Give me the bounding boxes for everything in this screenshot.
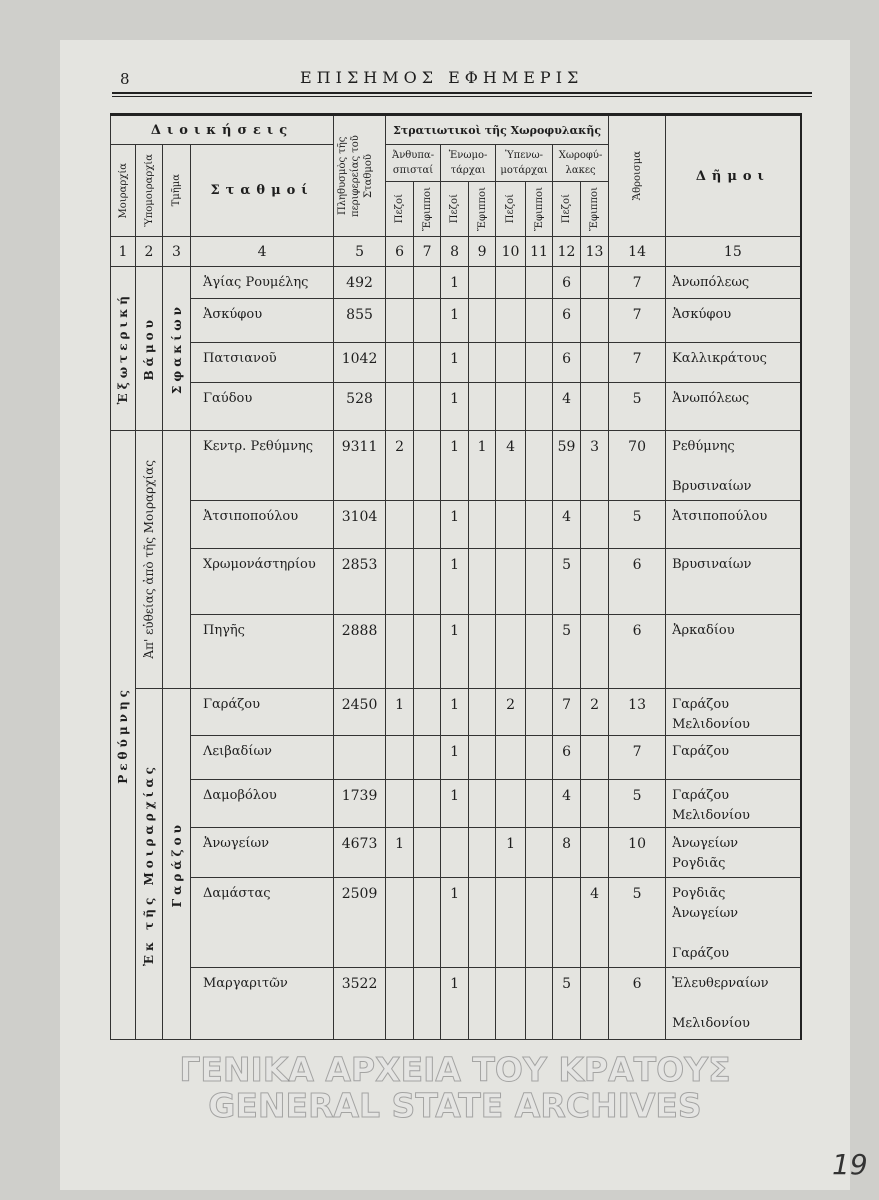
count-cell: 1: [441, 736, 469, 780]
count-cell: [526, 615, 553, 689]
dimos-name: Γαράζου: [672, 788, 730, 803]
count-cell: [414, 878, 441, 968]
header-efippoi: [526, 182, 553, 237]
count-cell: 6: [553, 267, 581, 299]
count-cell: 5: [553, 549, 581, 615]
count-cell: [469, 501, 496, 549]
column-number: 13: [581, 237, 609, 267]
station-name: Ἀτσιποπούλου: [191, 501, 334, 549]
total-cell: 7: [609, 267, 666, 299]
column-number: 4: [191, 237, 334, 267]
count-cell: [526, 689, 553, 736]
dimos-name: Ρογδιᾶς: [672, 886, 726, 901]
count-cell: [526, 828, 553, 878]
count-cell: [496, 615, 526, 689]
table-row: [111, 615, 801, 689]
count-cell: 1: [441, 689, 469, 736]
count-cell: [469, 878, 496, 968]
total-cell: 5: [609, 501, 666, 549]
count-cell: [386, 383, 414, 431]
count-cell: [526, 549, 553, 615]
count-cell: [581, 736, 609, 780]
group-tmima: [163, 689, 191, 1040]
count-cell: 1: [441, 343, 469, 383]
count-cell: [469, 615, 496, 689]
count-cell: [414, 267, 441, 299]
dimoi-cell: [666, 780, 801, 828]
dimos-name: [672, 994, 800, 1014]
handwritten-number: 19: [832, 1148, 868, 1181]
count-cell: [469, 780, 496, 828]
station-name: Μαργαριτῶν: [191, 968, 334, 1040]
header-pezoi: [553, 182, 581, 237]
station-name: Λειβαδίων: [191, 736, 334, 780]
count-cell: [581, 501, 609, 549]
header-tmima-label: Τμῆμα: [171, 174, 182, 207]
header-efippoi: [469, 182, 496, 237]
count-cell: 1: [441, 299, 469, 343]
table-row: [111, 968, 801, 1040]
dimos-name: Ρογδιᾶς: [672, 856, 726, 871]
header-tmima: [163, 145, 191, 237]
count-cell: 3: [581, 431, 609, 501]
dimos-name: Ρεθύμνης: [672, 439, 735, 454]
population-cell: 2450: [334, 689, 386, 736]
count-cell: 1: [441, 780, 469, 828]
count-cell: [469, 383, 496, 431]
header-stathmoi: Σταθμοί: [191, 145, 334, 237]
count-cell: [496, 343, 526, 383]
count-cell: [386, 736, 414, 780]
dimoi-cell: [666, 431, 801, 501]
total-cell: 7: [609, 299, 666, 343]
header-ypomoirarchia-label: Ὑπομοιραρχία: [143, 154, 155, 227]
column-number: 15: [666, 237, 801, 267]
dimos-name: Μελιδονίου: [672, 1016, 750, 1031]
header-pezoi: [441, 182, 469, 237]
group-ypomoirarchia-label: Βάμου: [142, 316, 156, 381]
column-number: 5: [334, 237, 386, 267]
group-tmima-label: Γαράζου: [169, 820, 184, 908]
header-dioikiseis: Διοικήσεις: [111, 115, 334, 145]
dimoi-cell: [666, 501, 801, 549]
header-efippoi-label: Ἔφιπποι: [476, 186, 488, 232]
dimos-name: [672, 924, 800, 944]
dimos-name: Ἀνωγείων: [672, 836, 739, 851]
population-cell: 1042: [334, 343, 386, 383]
dimos-name: Ἀνωπόλεως: [672, 275, 750, 290]
count-cell: 1: [496, 828, 526, 878]
gendarmerie-stations-table: [110, 113, 802, 1040]
group-ypomoirarchia: [136, 689, 163, 1040]
count-cell: [469, 267, 496, 299]
count-cell: 4: [553, 780, 581, 828]
count-cell: [386, 878, 414, 968]
population-cell: 9311: [334, 431, 386, 501]
count-cell: [581, 299, 609, 343]
table-row: [111, 828, 801, 878]
count-cell: 6: [553, 736, 581, 780]
count-cell: [386, 615, 414, 689]
count-cell: 5: [553, 968, 581, 1040]
count-cell: [496, 549, 526, 615]
station-name: Ἀνωγείων: [191, 828, 334, 878]
header-efippoi: [581, 182, 609, 237]
header-group-ypenomotarchai: Ὑπενω-μοτάρχαι: [496, 145, 553, 182]
header-efippoi: [414, 182, 441, 237]
dimos-name: Μελιδονίου: [672, 808, 750, 823]
count-cell: [414, 828, 441, 878]
count-cell: 1: [441, 431, 469, 501]
group-moirarchia-label: Ἐξωτερική: [116, 292, 130, 405]
station-name: Ἁγίας Ρουμέλης: [191, 267, 334, 299]
count-cell: [414, 968, 441, 1040]
count-cell: [496, 383, 526, 431]
count-cell: 4: [581, 878, 609, 968]
dimos-name: Ἀρκαδίου: [672, 623, 735, 638]
total-cell: 6: [609, 549, 666, 615]
count-cell: [581, 343, 609, 383]
header-moirarchia-label: Μοιραρχία: [117, 162, 129, 219]
total-cell: 7: [609, 736, 666, 780]
dimoi-cell: [666, 549, 801, 615]
count-cell: [496, 736, 526, 780]
dimos-name: Ἀνωπόλεως: [672, 391, 750, 406]
station-name: Ἀσκύφου: [191, 299, 334, 343]
header-group-chorofylakes: Χωροφύ-λακες: [553, 145, 609, 182]
count-cell: [496, 878, 526, 968]
count-cell: 2: [386, 431, 414, 501]
column-number: 2: [136, 237, 163, 267]
group-moirarchia: [111, 431, 136, 1040]
dimoi-cell: [666, 878, 801, 968]
count-cell: [469, 549, 496, 615]
population-cell: 2888: [334, 615, 386, 689]
group-ypomoirarchia: [136, 267, 163, 431]
count-cell: [386, 501, 414, 549]
total-cell: 5: [609, 780, 666, 828]
column-number: 9: [469, 237, 496, 267]
dimoi-cell: [666, 343, 801, 383]
count-cell: 1: [469, 431, 496, 501]
group-tmima: [163, 267, 191, 431]
group-moirarchia-label: Ρεθύμνης: [116, 686, 130, 784]
count-cell: [526, 299, 553, 343]
count-cell: [414, 383, 441, 431]
station-name: Δαμάστας: [191, 878, 334, 968]
header-pezoi-label: Πεζοί: [449, 194, 461, 224]
page-number: 8: [120, 70, 130, 88]
station-name: Πατσιανοῦ: [191, 343, 334, 383]
count-cell: 4: [496, 431, 526, 501]
dimoi-cell: [666, 383, 801, 431]
count-cell: [581, 615, 609, 689]
station-name: Χρωμονάστηρίου: [191, 549, 334, 615]
header-ypomoirarchia: [136, 145, 163, 237]
dimos-name: Ἀσκύφου: [672, 307, 732, 322]
header-group-enomotarchai: Ἐνωμο-τάρχαι: [441, 145, 496, 182]
column-number: 6: [386, 237, 414, 267]
header-pezoi-label: Πεζοί: [505, 194, 517, 224]
header-pezoi: [386, 182, 414, 237]
count-cell: [386, 299, 414, 343]
group-moirarchia: [111, 267, 136, 431]
count-cell: [526, 780, 553, 828]
count-cell: [441, 828, 469, 878]
count-cell: [414, 431, 441, 501]
column-number: 12: [553, 237, 581, 267]
header-athroisma: [609, 115, 666, 237]
station-name: Δαμοβόλου: [191, 780, 334, 828]
count-cell: [386, 968, 414, 1040]
population-cell: 2853: [334, 549, 386, 615]
count-cell: [386, 780, 414, 828]
count-cell: [469, 968, 496, 1040]
total-cell: 6: [609, 968, 666, 1040]
count-cell: [526, 267, 553, 299]
population-cell: 2509: [334, 878, 386, 968]
population-cell: 3104: [334, 501, 386, 549]
count-cell: [581, 383, 609, 431]
count-cell: 4: [553, 501, 581, 549]
count-cell: 1: [386, 828, 414, 878]
table-row: [111, 501, 801, 549]
count-cell: [526, 968, 553, 1040]
column-number: 3: [163, 237, 191, 267]
header-rule: [112, 92, 812, 94]
dimos-name: Καλλικράτους: [672, 351, 767, 366]
column-number: 7: [414, 237, 441, 267]
header-efippoi-label: Ἔφιπποι: [589, 186, 601, 232]
count-cell: 1: [386, 689, 414, 736]
total-cell: 13: [609, 689, 666, 736]
count-cell: [553, 878, 581, 968]
table-row: [111, 736, 801, 780]
table-row: [111, 780, 801, 828]
count-cell: 1: [441, 383, 469, 431]
station-name: Γαράζου: [191, 689, 334, 736]
table-row: [111, 343, 801, 383]
column-number: 8: [441, 237, 469, 267]
count-cell: [496, 501, 526, 549]
count-cell: 59: [553, 431, 581, 501]
dimoi-cell: [666, 968, 801, 1040]
count-cell: [414, 736, 441, 780]
dimos-name: Γαράζου: [672, 946, 730, 961]
total-cell: 5: [609, 383, 666, 431]
count-cell: 6: [553, 343, 581, 383]
count-cell: 2: [496, 689, 526, 736]
count-cell: 4: [553, 383, 581, 431]
column-number: 10: [496, 237, 526, 267]
count-cell: [414, 615, 441, 689]
column-number: 1: [111, 237, 136, 267]
population-cell: 4673: [334, 828, 386, 878]
count-cell: 1: [441, 501, 469, 549]
count-cell: 7: [553, 689, 581, 736]
dimoi-cell: [666, 736, 801, 780]
count-cell: [496, 780, 526, 828]
count-cell: 1: [441, 267, 469, 299]
dimoi-cell: [666, 267, 801, 299]
header-rule-thin: [112, 96, 812, 97]
table-row: [111, 383, 801, 431]
table-row: [111, 549, 801, 615]
population-cell: [334, 736, 386, 780]
count-cell: [386, 549, 414, 615]
count-cell: 1: [441, 615, 469, 689]
count-cell: [496, 968, 526, 1040]
table-row: [111, 267, 801, 299]
dimos-name: Γαράζου: [672, 744, 730, 759]
count-cell: [414, 780, 441, 828]
group-tmima-label: Σφακίων: [169, 302, 184, 395]
station-name: Γαύδου: [191, 383, 334, 431]
count-cell: [414, 549, 441, 615]
count-cell: [496, 299, 526, 343]
count-cell: [526, 736, 553, 780]
count-cell: [414, 343, 441, 383]
watermark-line-english: GENERAL STATE ARCHIVES: [208, 1086, 702, 1125]
dimos-name: Μελιδονίου: [672, 717, 750, 732]
group-tmima: [163, 431, 191, 689]
count-cell: [526, 431, 553, 501]
dimoi-cell: [666, 828, 801, 878]
group-ypomoirarchia-label: Ἐκ τῆς Μοιραρχίας: [142, 762, 156, 966]
count-cell: [581, 549, 609, 615]
dimoi-cell: [666, 299, 801, 343]
count-cell: [386, 343, 414, 383]
count-cell: [469, 689, 496, 736]
count-cell: 1: [441, 968, 469, 1040]
column-number: 14: [609, 237, 666, 267]
population-cell: 492: [334, 267, 386, 299]
count-cell: [469, 828, 496, 878]
count-cell: [386, 267, 414, 299]
count-cell: [581, 828, 609, 878]
dimoi-cell: [666, 615, 801, 689]
count-cell: [581, 780, 609, 828]
population-cell: 3522: [334, 968, 386, 1040]
watermark-line-greek: ΓΕΝΙΚΑ ΑΡΧΕΙΑ ΤΟΥ ΚΡΑΤΟΥΣ: [179, 1050, 731, 1089]
dimos-name: [672, 457, 800, 477]
header-pezoi: [496, 182, 526, 237]
count-cell: [526, 501, 553, 549]
station-name: Κεντρ. Ρεθύμνης: [191, 431, 334, 501]
count-cell: 2: [581, 689, 609, 736]
count-cell: [414, 299, 441, 343]
population-cell: 855: [334, 299, 386, 343]
count-cell: [496, 267, 526, 299]
column-number: 11: [526, 237, 553, 267]
count-cell: 6: [553, 299, 581, 343]
dimos-name: Ἀτσιποπούλου: [672, 509, 768, 524]
count-cell: 8: [553, 828, 581, 878]
count-cell: [469, 343, 496, 383]
count-cell: 5: [553, 615, 581, 689]
header-pezoi-label: Πεζοί: [394, 194, 406, 224]
header-moirarchia: [111, 145, 136, 237]
dimos-name: Βρυσιναίων: [672, 479, 752, 494]
dimos-name: Ἐλευθερναίων: [672, 976, 769, 991]
total-cell: 70: [609, 431, 666, 501]
total-cell: 5: [609, 878, 666, 968]
total-cell: 6: [609, 615, 666, 689]
count-cell: [526, 383, 553, 431]
total-cell: 7: [609, 343, 666, 383]
header-athroisma-label: Ἄθροισμα: [631, 151, 643, 201]
group-ypomoirarchia-label: Ἀπ' εὐθείας ἀπὸ τῆς Μοιραρχίας: [142, 460, 156, 659]
header-stratiotikoi: Στρατιωτικοὶ τῆς Χωροφυλακῆς: [386, 115, 609, 145]
count-cell: [526, 878, 553, 968]
dimos-name: Γαράζου: [672, 697, 730, 712]
count-cell: [414, 689, 441, 736]
station-name: Πηγῆς: [191, 615, 334, 689]
header-dimoi: Δῆμοι: [666, 115, 801, 237]
header-plithysmos: [334, 115, 386, 237]
page-title: ΕΠΙΣΗΜΟΣ ΕΦΗΜΕΡΙΣ: [300, 68, 584, 87]
header-efippoi-label: Ἔφιπποι: [533, 186, 545, 232]
count-cell: [581, 267, 609, 299]
header-efippoi-label: Ἔφιπποι: [421, 186, 433, 232]
count-cell: 1: [441, 878, 469, 968]
header-group-anthypaspistai: Ἀνθυπα-σπισταί: [386, 145, 441, 182]
table-row: [111, 878, 801, 968]
count-cell: [469, 736, 496, 780]
count-cell: [469, 299, 496, 343]
header-plithysmos-label: Πληθυσμὸς τῆς περιφερείας τοῦ Σταθμοῦ: [336, 135, 374, 217]
dimoi-cell: [666, 689, 801, 736]
total-cell: 10: [609, 828, 666, 878]
dimos-name: Ἀνωγείων: [672, 906, 739, 921]
count-cell: [414, 501, 441, 549]
count-cell: [581, 968, 609, 1040]
count-cell: [526, 343, 553, 383]
table-row: [111, 689, 801, 736]
population-cell: 1739: [334, 780, 386, 828]
table-row: [111, 299, 801, 343]
count-cell: 1: [441, 549, 469, 615]
dimos-name: Βρυσιναίων: [672, 557, 752, 572]
group-ypomoirarchia: [136, 431, 163, 689]
table-row: [111, 431, 801, 501]
header-pezoi-label: Πεζοί: [561, 194, 573, 224]
population-cell: 528: [334, 383, 386, 431]
